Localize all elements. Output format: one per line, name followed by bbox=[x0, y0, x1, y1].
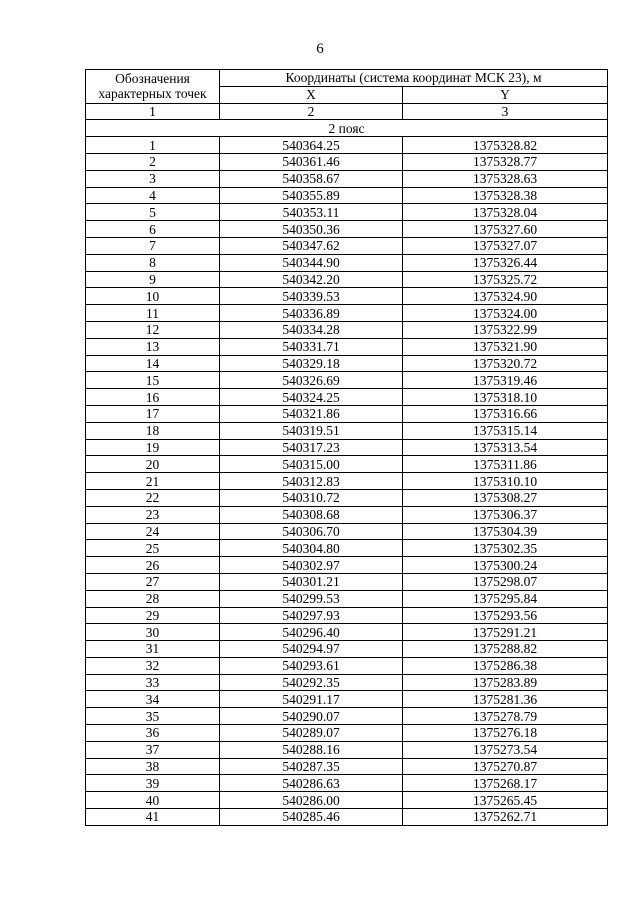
x-coordinate-cell: 540294.97 bbox=[220, 641, 403, 658]
y-coordinate-cell: 1375278.79 bbox=[403, 708, 608, 725]
column-number-2: 2 bbox=[220, 103, 403, 120]
y-coordinate-cell: 1375327.60 bbox=[403, 221, 608, 238]
point-number-cell: 19 bbox=[86, 439, 220, 456]
y-coordinate-cell: 1375313.54 bbox=[403, 439, 608, 456]
point-number-cell: 39 bbox=[86, 775, 220, 792]
table-row bbox=[86, 725, 608, 742]
y-coordinate-cell: 1375262.71 bbox=[403, 809, 608, 826]
x-coordinate-cell: 540350.36 bbox=[220, 221, 403, 238]
y-coordinate-cell: 1375319.46 bbox=[403, 372, 608, 389]
y-coordinate-cell: 1375304.39 bbox=[403, 523, 608, 540]
point-number-cell: 14 bbox=[86, 355, 220, 372]
x-coordinate-cell: 540290.07 bbox=[220, 708, 403, 725]
coordinates-table bbox=[85, 69, 608, 826]
x-coordinate-cell: 540339.53 bbox=[220, 288, 403, 305]
page-number: 6 bbox=[316, 41, 324, 57]
point-number-cell: 9 bbox=[86, 271, 220, 288]
header-row-1 bbox=[86, 70, 608, 87]
point-number-cell: 7 bbox=[86, 237, 220, 254]
point-number-cell: 37 bbox=[86, 741, 220, 758]
y-coordinate-cell: 1375328.04 bbox=[403, 204, 608, 221]
table-row bbox=[86, 405, 608, 422]
table-row bbox=[86, 590, 608, 607]
x-coordinate-cell: 540312.83 bbox=[220, 473, 403, 490]
table-row bbox=[86, 170, 608, 187]
point-number-cell: 30 bbox=[86, 624, 220, 641]
y-coordinate-cell: 1375328.63 bbox=[403, 170, 608, 187]
y-coordinate-cell: 1375328.77 bbox=[403, 153, 608, 170]
table-row bbox=[86, 305, 608, 322]
table-row bbox=[86, 607, 608, 624]
zone-label: 2 пояс bbox=[86, 120, 608, 137]
x-coordinate-cell: 540308.68 bbox=[220, 506, 403, 523]
table-row bbox=[86, 758, 608, 775]
y-coordinate-cell: 1375324.00 bbox=[403, 305, 608, 322]
x-coordinate-cell: 540302.97 bbox=[220, 557, 403, 574]
table-row bbox=[86, 573, 608, 590]
y-coordinate-cell: 1375328.82 bbox=[403, 137, 608, 154]
point-number-cell: 41 bbox=[86, 809, 220, 826]
table-row bbox=[86, 221, 608, 238]
point-number-cell: 26 bbox=[86, 557, 220, 574]
table-row bbox=[86, 187, 608, 204]
x-coordinate-cell: 540299.53 bbox=[220, 590, 403, 607]
x-coordinate-cell: 540324.25 bbox=[220, 389, 403, 406]
y-coordinate-cell: 1375302.35 bbox=[403, 540, 608, 557]
x-coordinate-cell: 540329.18 bbox=[220, 355, 403, 372]
point-number-cell: 33 bbox=[86, 674, 220, 691]
table-row bbox=[86, 204, 608, 221]
point-number-cell: 12 bbox=[86, 321, 220, 338]
x-coordinate-cell: 540293.61 bbox=[220, 657, 403, 674]
x-coordinate-cell: 540336.89 bbox=[220, 305, 403, 322]
table-row bbox=[86, 473, 608, 490]
point-number-cell: 20 bbox=[86, 456, 220, 473]
y-coordinate-cell: 1375315.14 bbox=[403, 422, 608, 439]
x-coordinate-cell: 540344.90 bbox=[220, 254, 403, 271]
x-coordinate-cell: 540285.46 bbox=[220, 809, 403, 826]
y-coordinate-cell: 1375321.90 bbox=[403, 338, 608, 355]
table-row bbox=[86, 708, 608, 725]
table-row bbox=[86, 792, 608, 809]
x-coordinate-cell: 540331.71 bbox=[220, 338, 403, 355]
x-coordinate-cell: 540301.21 bbox=[220, 573, 403, 590]
zone-row bbox=[86, 120, 608, 137]
x-coordinate-cell: 540326.69 bbox=[220, 372, 403, 389]
table-row bbox=[86, 741, 608, 758]
y-coordinate-cell: 1375298.07 bbox=[403, 573, 608, 590]
x-coordinate-cell: 540342.20 bbox=[220, 271, 403, 288]
y-coordinate-cell: 1375316.66 bbox=[403, 405, 608, 422]
y-coordinate-cell: 1375286.38 bbox=[403, 657, 608, 674]
point-number-cell: 3 bbox=[86, 170, 220, 187]
x-coordinate-cell: 540347.62 bbox=[220, 237, 403, 254]
point-number-cell: 32 bbox=[86, 657, 220, 674]
point-number-cell: 11 bbox=[86, 305, 220, 322]
x-coordinate-cell: 540306.70 bbox=[220, 523, 403, 540]
y-coordinate-cell: 1375276.18 bbox=[403, 725, 608, 742]
point-number-cell: 17 bbox=[86, 405, 220, 422]
y-coordinate-cell: 1375320.72 bbox=[403, 355, 608, 372]
header-x: X bbox=[220, 86, 403, 103]
y-coordinate-cell: 1375326.44 bbox=[403, 254, 608, 271]
y-coordinate-cell: 1375295.84 bbox=[403, 590, 608, 607]
coordinates-table-body bbox=[86, 70, 608, 826]
point-number-cell: 34 bbox=[86, 691, 220, 708]
y-coordinate-cell: 1375273.54 bbox=[403, 741, 608, 758]
table-row bbox=[86, 422, 608, 439]
table-row bbox=[86, 523, 608, 540]
table-row bbox=[86, 237, 608, 254]
point-number-cell: 16 bbox=[86, 389, 220, 406]
point-number-cell: 35 bbox=[86, 708, 220, 725]
point-number-cell: 4 bbox=[86, 187, 220, 204]
y-coordinate-cell: 1375306.37 bbox=[403, 506, 608, 523]
point-number-cell: 31 bbox=[86, 641, 220, 658]
table-row bbox=[86, 456, 608, 473]
header-y: Y bbox=[403, 86, 608, 103]
y-coordinate-cell: 1375270.87 bbox=[403, 758, 608, 775]
x-coordinate-cell: 540361.46 bbox=[220, 153, 403, 170]
x-coordinate-cell: 540319.51 bbox=[220, 422, 403, 439]
y-coordinate-cell: 1375311.86 bbox=[403, 456, 608, 473]
y-coordinate-cell: 1375318.10 bbox=[403, 389, 608, 406]
point-number-cell: 22 bbox=[86, 489, 220, 506]
point-number-cell: 27 bbox=[86, 573, 220, 590]
x-coordinate-cell: 540296.40 bbox=[220, 624, 403, 641]
point-number-cell: 36 bbox=[86, 725, 220, 742]
y-coordinate-cell: 1375288.82 bbox=[403, 641, 608, 658]
y-coordinate-cell: 1375310.10 bbox=[403, 473, 608, 490]
table-row bbox=[86, 540, 608, 557]
table-row bbox=[86, 137, 608, 154]
x-coordinate-cell: 540317.23 bbox=[220, 439, 403, 456]
y-coordinate-cell: 1375327.07 bbox=[403, 237, 608, 254]
header-designation: Обозначения характерных точек bbox=[86, 70, 220, 104]
y-coordinate-cell: 1375325.72 bbox=[403, 271, 608, 288]
point-number-cell: 1 bbox=[86, 137, 220, 154]
y-coordinate-cell: 1375283.89 bbox=[403, 674, 608, 691]
x-coordinate-cell: 540304.80 bbox=[220, 540, 403, 557]
x-coordinate-cell: 540288.16 bbox=[220, 741, 403, 758]
header-coordinates: Координаты (система координат МСК 23), м bbox=[220, 70, 608, 87]
table-row bbox=[86, 657, 608, 674]
x-coordinate-cell: 540315.00 bbox=[220, 456, 403, 473]
x-coordinate-cell: 540334.28 bbox=[220, 321, 403, 338]
table-row bbox=[86, 439, 608, 456]
point-number-cell: 28 bbox=[86, 590, 220, 607]
point-number-cell: 38 bbox=[86, 758, 220, 775]
table-row bbox=[86, 641, 608, 658]
table-row bbox=[86, 557, 608, 574]
table-row bbox=[86, 809, 608, 826]
table-row bbox=[86, 271, 608, 288]
table-row bbox=[86, 338, 608, 355]
x-coordinate-cell: 540353.11 bbox=[220, 204, 403, 221]
x-coordinate-cell: 540289.07 bbox=[220, 725, 403, 742]
point-number-cell: 40 bbox=[86, 792, 220, 809]
point-number-cell: 10 bbox=[86, 288, 220, 305]
x-coordinate-cell: 540286.63 bbox=[220, 775, 403, 792]
x-coordinate-cell: 540292.35 bbox=[220, 674, 403, 691]
point-number-cell: 23 bbox=[86, 506, 220, 523]
x-coordinate-cell: 540355.89 bbox=[220, 187, 403, 204]
table-row bbox=[86, 389, 608, 406]
point-number-cell: 24 bbox=[86, 523, 220, 540]
column-number-1: 1 bbox=[86, 103, 220, 120]
table-row bbox=[86, 372, 608, 389]
point-number-cell: 29 bbox=[86, 607, 220, 624]
point-number-cell: 25 bbox=[86, 540, 220, 557]
x-coordinate-cell: 540364.25 bbox=[220, 137, 403, 154]
table-row bbox=[86, 153, 608, 170]
point-number-cell: 2 bbox=[86, 153, 220, 170]
y-coordinate-cell: 1375281.36 bbox=[403, 691, 608, 708]
table-row bbox=[86, 775, 608, 792]
x-coordinate-cell: 540286.00 bbox=[220, 792, 403, 809]
y-coordinate-cell: 1375324.90 bbox=[403, 288, 608, 305]
table-row bbox=[86, 624, 608, 641]
y-coordinate-cell: 1375293.56 bbox=[403, 607, 608, 624]
x-coordinate-cell: 540310.72 bbox=[220, 489, 403, 506]
table-row bbox=[86, 254, 608, 271]
column-number-3: 3 bbox=[403, 103, 608, 120]
point-number-cell: 15 bbox=[86, 372, 220, 389]
x-coordinate-cell: 540321.86 bbox=[220, 405, 403, 422]
table-row bbox=[86, 489, 608, 506]
y-coordinate-cell: 1375322.99 bbox=[403, 321, 608, 338]
y-coordinate-cell: 1375328.38 bbox=[403, 187, 608, 204]
table-row bbox=[86, 321, 608, 338]
y-coordinate-cell: 1375268.17 bbox=[403, 775, 608, 792]
table-row bbox=[86, 674, 608, 691]
point-number-cell: 5 bbox=[86, 204, 220, 221]
y-coordinate-cell: 1375265.45 bbox=[403, 792, 608, 809]
table-row bbox=[86, 288, 608, 305]
y-coordinate-cell: 1375308.27 bbox=[403, 489, 608, 506]
x-coordinate-cell: 540297.93 bbox=[220, 607, 403, 624]
y-coordinate-cell: 1375300.24 bbox=[403, 557, 608, 574]
point-number-cell: 18 bbox=[86, 422, 220, 439]
x-coordinate-cell: 540358.67 bbox=[220, 170, 403, 187]
point-number-cell: 13 bbox=[86, 338, 220, 355]
point-number-cell: 6 bbox=[86, 221, 220, 238]
table-row bbox=[86, 691, 608, 708]
table-row bbox=[86, 506, 608, 523]
column-number-row bbox=[86, 103, 608, 120]
point-number-cell: 8 bbox=[86, 254, 220, 271]
x-coordinate-cell: 540291.17 bbox=[220, 691, 403, 708]
point-number-cell: 21 bbox=[86, 473, 220, 490]
table-row bbox=[86, 355, 608, 372]
y-coordinate-cell: 1375291.21 bbox=[403, 624, 608, 641]
x-coordinate-cell: 540287.35 bbox=[220, 758, 403, 775]
